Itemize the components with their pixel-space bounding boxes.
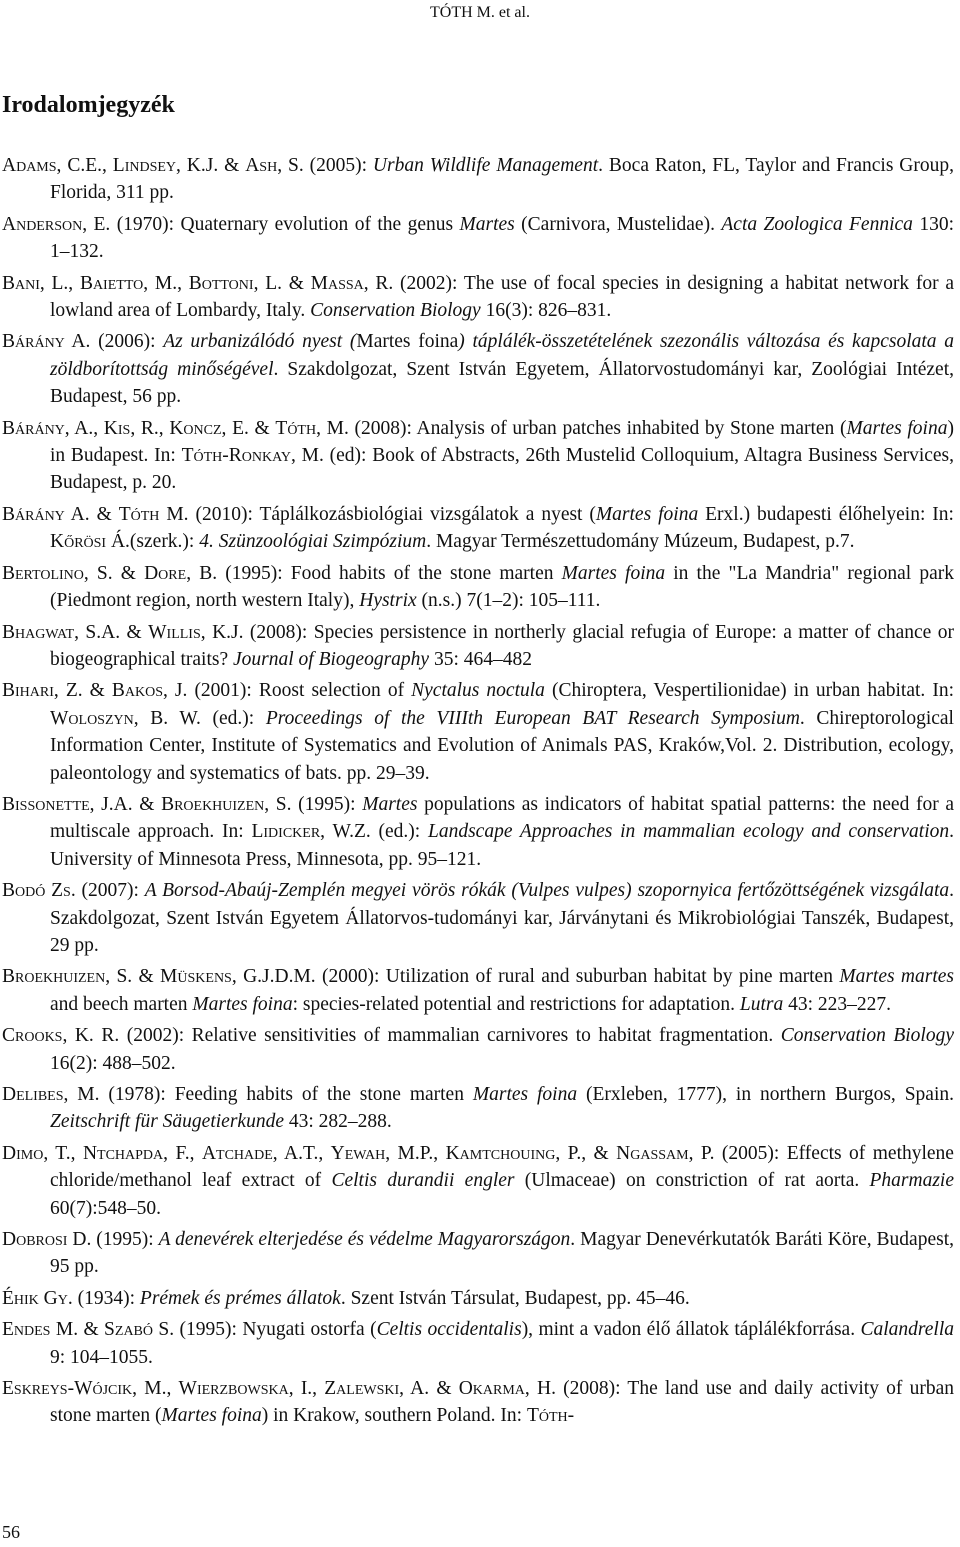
reference-text: , S.A. & [74, 621, 149, 643]
author-name: Kis [103, 417, 131, 439]
reference-text: , R. (2002): The use of focal species in designing a habitat network for a lowland area of Lombardy, Italy. [50, 272, 954, 322]
author-name: Dore [144, 562, 187, 584]
italic-text: Conservation Biology [310, 300, 481, 322]
author-name: Okarma [458, 1378, 525, 1400]
reference-text: , H. (2008): The land use and daily activity of urban stone marten ( [50, 1378, 954, 1427]
reference-text: ), mint a vadon élő állatok táplálékforrása. [521, 1319, 861, 1341]
reference-entry [2, 211, 954, 266]
author-name: Broekhuizen [161, 793, 265, 815]
italic-text: Martes foina [595, 503, 699, 525]
reference-text: , R., [130, 417, 170, 439]
reference-text: Martes foina [356, 331, 459, 353]
author-name: Wierzbowska [178, 1378, 289, 1400]
author-name: Yewah [330, 1142, 386, 1164]
author-name: Eskreys-Wójcik [2, 1378, 133, 1400]
author-name: Woloszyn [50, 707, 134, 729]
italic-text: Celtis occidentalis [376, 1319, 522, 1341]
reference-entry [2, 1375, 954, 1430]
author-name: Tóth-Ronkay [181, 445, 292, 467]
running-header: TÓTH M. et al. [430, 4, 530, 21]
reference-text: 60(7):548–50. [50, 1197, 162, 1219]
italic-text: Zeitschrift für Säugetierkunde [50, 1111, 284, 1133]
reference-text: , J.A. & [89, 793, 162, 815]
section-title: Irodalomjegyzék [2, 92, 175, 118]
reference-text: Erxl.) budapesti élőhelyein: In: [698, 503, 954, 525]
italic-text: Hystrix [359, 590, 417, 612]
author-name: Bertolino [2, 562, 84, 584]
italic-text: Urban Wildlife Management [372, 155, 599, 176]
reference-entry [2, 619, 954, 674]
reference-text: . Magyar Természettudomány Múzeum, Budapest, p.7. [426, 531, 855, 553]
reference-text: , K. R. (2002): Relative sensitivities of mammalian carnivores to habitat fragmentation. [62, 1025, 781, 1047]
reference-text: , J. (2001): Roost selection of [163, 680, 412, 702]
reference-text: . Szakdolgozat, Szent István Egyetem Állatorvos-tudományi kar, Járványtani és Mikrobiológiai Tanszék, Budapest, 29 pp. [50, 880, 954, 956]
reference-text: (n.s.) 7(1–2): 105–111. [416, 590, 601, 612]
author-name: Bissonette [2, 793, 90, 815]
reference-text: - [567, 1405, 575, 1427]
reference-entry [2, 560, 954, 615]
italic-text: Pharmazie [869, 1170, 954, 1192]
author-name: Lindsey [112, 155, 177, 176]
italic-text: A Borsod-Abaúj-Zemplén megyei vörös rókák (Vulpes vulpes) szopornyica fertőzöttségének vizsgálata [144, 880, 950, 902]
author-name: Willis [148, 621, 201, 643]
reference-text: 16(2): 488–502. [50, 1052, 176, 1074]
author-name: Bhagwat [2, 621, 75, 643]
reference-text: , M., [143, 272, 189, 294]
reference-text: : species-related potential and restrictions for adaptation. [292, 993, 740, 1015]
reference-text: A. (2006): [64, 331, 164, 353]
italic-text: A denevérek elterjedése és védelme Magyarországon [158, 1229, 571, 1251]
author-name: Bakos [111, 680, 163, 702]
author-name: Kőrösi [50, 531, 107, 553]
reference-text: M. & [50, 1319, 105, 1341]
reference-text: 130: 1–132. [50, 213, 955, 263]
author-name: Lidicker [251, 821, 321, 843]
reference-entry [2, 270, 954, 325]
reference-text: , F., [163, 1142, 202, 1164]
reference-text: , C.E., [56, 155, 113, 176]
reference-entry [2, 415, 954, 497]
reference-text: , A. & [399, 1378, 459, 1400]
author-name: Massa [310, 272, 364, 294]
reference-text: , A.T., [272, 1142, 331, 1164]
reference-text: ) in Krakow, southern Poland. In: [261, 1405, 527, 1427]
reference-text: , K.J. (2008): Species persistence in northerly glacial refugia of Europe: a matter of chance or biogeographical traits? [50, 621, 954, 670]
author-name: Koncz [169, 417, 222, 439]
reference-text: . Boca Raton, FL, Taylor and Francis Group, Florida, 311 pp. [50, 155, 955, 204]
author-name: Ash [245, 155, 278, 176]
reference-entry [2, 152, 954, 207]
reference-entry [2, 501, 954, 556]
reference-text: , E. (1970): Quaternary evolution of the genus [82, 213, 460, 235]
italic-text: Martes martes [839, 966, 955, 988]
reference-entry [2, 1226, 954, 1281]
reference-text: (Ulmaceae) on constriction of rat aorta. [514, 1170, 870, 1192]
author-name: Zalewski [324, 1378, 400, 1400]
italic-text: Martes foina [846, 417, 948, 439]
reference-text: , G.J.D.M. (2000): Utilization of rural and suburban habitat by pine marten [231, 966, 840, 988]
reference-text: M. (2010): Táplálkozásbiológiai vizsgálatok a nyest ( [159, 503, 596, 525]
reference-text: , B. W. (ed.): [133, 707, 266, 729]
author-name: Ntchapda [82, 1142, 164, 1164]
reference-text: 35: 464–482 [429, 648, 532, 670]
reference-text: . University of Minnesota Press, Minnesota, pp. 95–121. [50, 821, 954, 870]
reference-text: , M., [132, 1378, 179, 1400]
italic-text: Az urbanizálódó nyest ( [163, 331, 357, 353]
reference-entry [2, 1316, 954, 1371]
reference-entry [2, 677, 954, 787]
reference-text: , M. (1978): Feeding habits of the stone marten [63, 1084, 473, 1105]
author-name: Atchade [201, 1142, 273, 1164]
italic-text: Martes foina [472, 1084, 578, 1105]
author-name: Delibes [2, 1084, 64, 1105]
reference-entry [2, 1022, 954, 1077]
author-name: Crooks [2, 1025, 63, 1047]
reference-text: , B. (1995): Food habits of the stone marten [186, 562, 562, 584]
italic-text: 4. Szünzoológiai Szimpózium [199, 531, 427, 553]
reference-text: , K.J. & [176, 155, 246, 176]
author-name: Broekhuizen [2, 966, 106, 988]
italic-text: Prémek és prémes állatok [139, 1287, 341, 1309]
reference-text: , E. & [221, 417, 276, 439]
reference-text: , S. (1995): [264, 793, 363, 815]
author-name: Bodó Zs [2, 880, 71, 902]
italic-text: Lutra [739, 993, 784, 1015]
author-name: Dimo [2, 1142, 44, 1164]
italic-text: Proceedings of the VIIIth European BAT Research Symposium [265, 707, 800, 729]
italic-text: Celtis durandii engler [331, 1170, 515, 1192]
author-name: Müskens [160, 966, 232, 988]
reference-text: . Szakdolgozat, Szent István Egyetem, Állatorvostudományi kar, Zoológiai Intézet, Budapest, 56 pp. [50, 358, 954, 408]
reference-text: . (2007): [70, 880, 145, 902]
reference-text: A. & [64, 503, 119, 525]
reference-text: . Magyar Denevérkutatók Baráti Köre, Budapest, 95 pp. [50, 1229, 955, 1278]
page-number: 56 [2, 1522, 20, 1542]
author-name: Szabó [104, 1319, 154, 1341]
author-name: Dobrosi [2, 1229, 68, 1251]
reference-text: Á.(szerk.): [106, 531, 200, 553]
reference-text: , W.Z. (ed.): [320, 821, 428, 843]
reference-text: , L. & [253, 272, 311, 294]
author-name: Adams [2, 155, 57, 176]
reference-text: , S. & [105, 966, 161, 988]
author-name: Bárány [2, 331, 65, 353]
reference-text: (Chiroptera, Vespertilionidae) in urban habitat. In: [544, 680, 955, 702]
reference-text: , M.P., [385, 1142, 446, 1164]
reference-text: , P. (2005): Effects of methylene chloride/methanol leaf extract of [50, 1142, 954, 1192]
reference-entry [2, 1081, 954, 1136]
author-name: Bárány [2, 417, 65, 439]
italic-text: Journal of Biogeography [233, 648, 430, 670]
reference-text: . Chireptorological Information Center, Institute of Systematics and Evolution of Animals PAS, Kraków,Vol. 2. Distribution, ecology, paleontology and systematics of bats. pp. 29–39. [50, 707, 954, 784]
reference-text: 9: 104–1055. [50, 1346, 153, 1368]
reference-text: D. (1995): [67, 1229, 159, 1251]
reference-text: 43: 282–288. [283, 1111, 392, 1133]
reference-text: . Szent István Társulat, Budapest, pp. 45–46. [340, 1287, 690, 1309]
reference-entry [2, 791, 954, 873]
reference-entry [2, 328, 954, 410]
reference-text: , A., [64, 417, 104, 439]
reference-text: S. (1995): Nyugati ostorfa ( [153, 1319, 377, 1341]
reference-text: populations as indicators of habitat spatial patterns: the need for a multiscale approach. In: [50, 793, 955, 843]
reference-text: , S. (2005): [277, 155, 373, 176]
author-name: Bani [2, 272, 40, 294]
reference-text: and beech marten [50, 993, 193, 1015]
italic-text: Conservation Biology [780, 1025, 954, 1047]
italic-text: Martes foina [561, 562, 666, 584]
reference-text: ) in Budapest. In: [50, 417, 954, 467]
italic-text: Landscape Approaches in mammalian ecology and conservation [428, 821, 950, 843]
reference-text: , L., [39, 272, 80, 294]
reference-text: , S. & [83, 562, 145, 584]
reference-text: , M. (2008): Analysis of urban patches inhabited by Stone marten ( [316, 417, 847, 439]
reference-text: , I., [288, 1378, 325, 1400]
reference-entry [2, 963, 954, 1018]
reference-entry [2, 1140, 954, 1222]
italic-text: ) táplálék-összetételének szezonális változása és kapcsolata a zöldborítottság minőségével [50, 331, 954, 380]
reference-text: , P., & [555, 1142, 617, 1164]
reference-text: , T., [43, 1142, 83, 1164]
italic-text: Nyctalus noctula [411, 680, 545, 702]
reference-text: , Z. & [53, 680, 112, 702]
author-name: Kamtchouing [445, 1142, 556, 1164]
reference-text: in the "La Mandria" regional park (Piedmont region, north western Italy), [50, 562, 955, 612]
author-name: Tóth [118, 503, 160, 525]
italic-text: Martes [362, 793, 418, 815]
reference-text: 43: 223–227. [783, 993, 892, 1015]
reference-text: (Carnivora, Mustelidae). [514, 213, 722, 235]
author-name: Éhik Gy [2, 1287, 68, 1309]
author-name: Tóth [275, 417, 317, 439]
reference-text: , M. (ed): Book of Abstracts, 26th Mustelid Colloquium, Altagra Business Services, Budapest, p. 20. [50, 445, 955, 494]
author-name: Tóth [526, 1405, 568, 1427]
italic-text: Acta Zoologica Fennica [721, 213, 913, 235]
author-name: Anderson [2, 213, 83, 235]
reference-text: . (1934): [67, 1287, 140, 1309]
reference-text: 16(3): 826–831. [480, 300, 612, 322]
author-name: Endes [2, 1319, 51, 1341]
author-name: Bárány [2, 503, 65, 525]
italic-text: Martes [459, 213, 515, 235]
reference-entry [2, 877, 954, 959]
italic-text: Martes foina [192, 993, 293, 1015]
italic-text: Martes foina [161, 1405, 262, 1427]
reference-list [2, 152, 954, 1434]
italic-text: Calandrella [860, 1319, 954, 1341]
author-name: Bihari [2, 680, 54, 702]
reference-text: (Erxleben, 1777), in northern Burgos, Spain. [577, 1084, 954, 1105]
reference-entry [2, 1285, 954, 1312]
author-name: Baietto [79, 272, 144, 294]
author-name: Ngassam [616, 1142, 689, 1164]
author-name: Bottoni [188, 272, 254, 294]
